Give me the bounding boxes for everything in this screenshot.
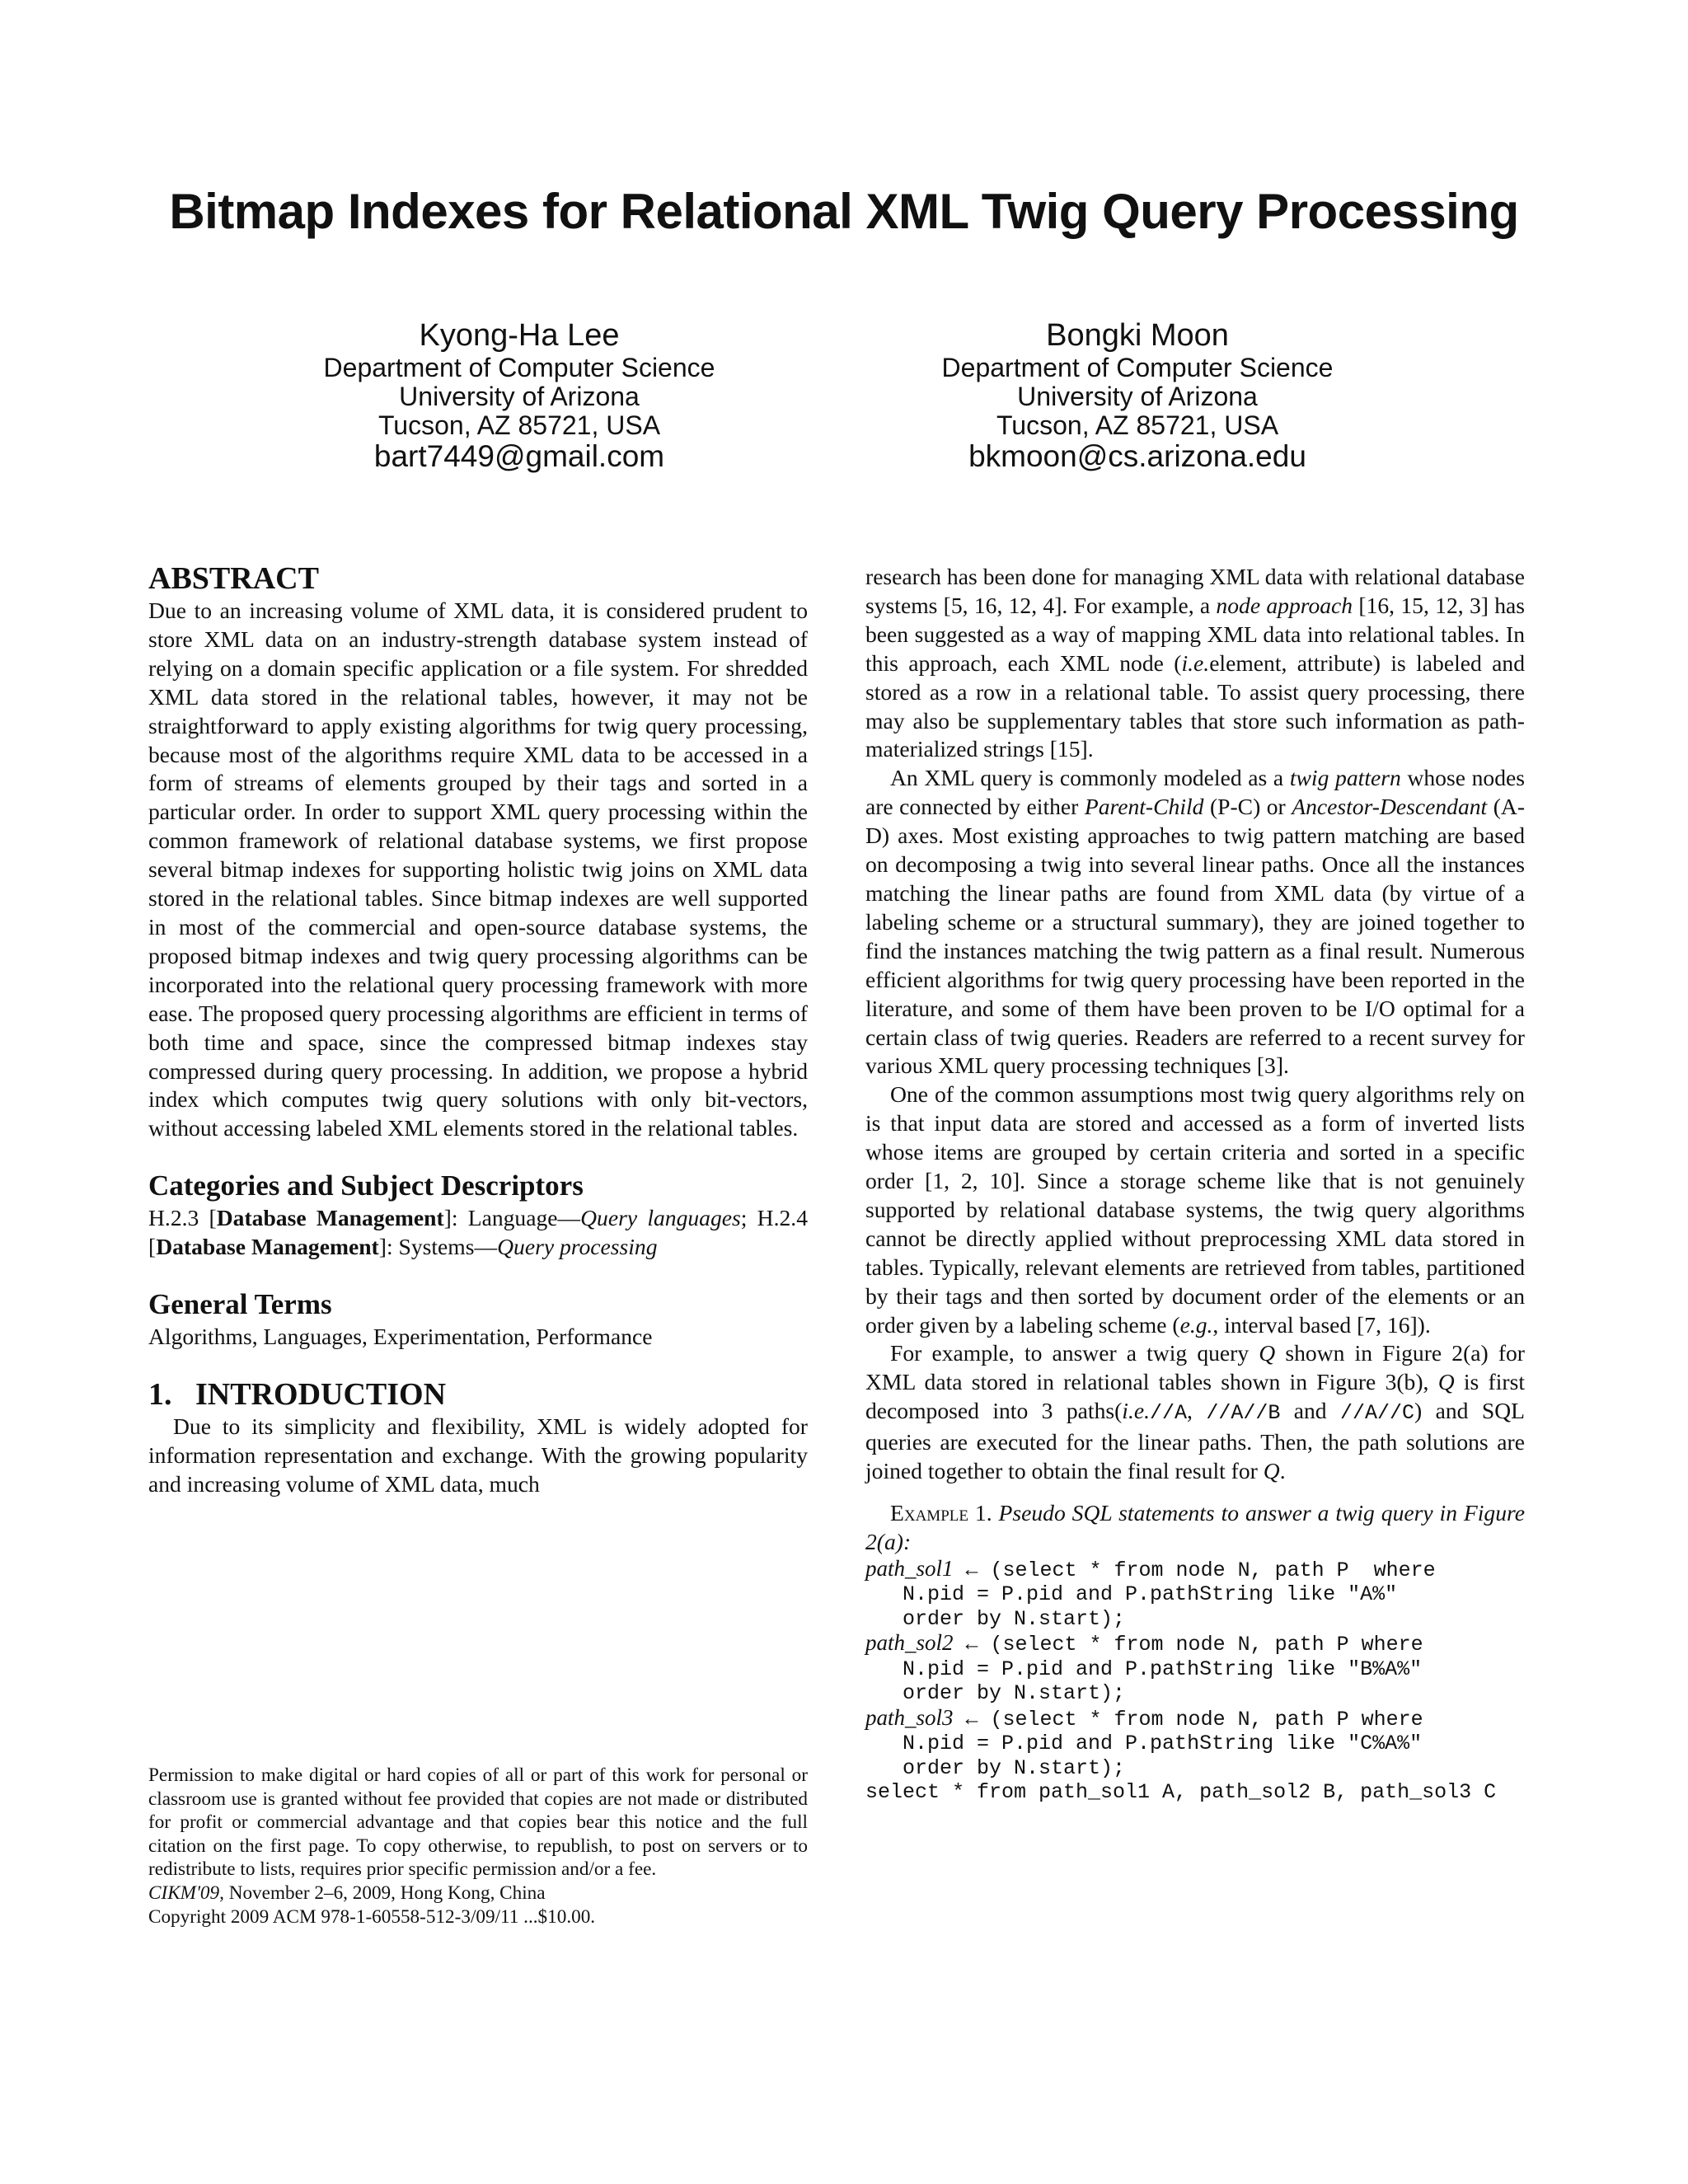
- sql-line: path_sol2 ← (select * from node N, path P where: [865, 1630, 1423, 1657]
- sql-line: order by N.start);: [865, 1606, 1126, 1631]
- right-column: [865, 563, 1525, 1805]
- sql-line: N.pid = P.pid and P.pathString like "A%": [865, 1582, 1398, 1607]
- categories-text: H.2.3 [Database Management]: Language—Query languages; H.2.4 [Database Management]: Systems—Query processing: [148, 1205, 808, 1260]
- permission-text: Permission to make digital or hard copies of all or part of this work for personal or classroom use is granted without fee provided that copies are not made or distributed for profit or commercial advantage and that copies bear this notice and the full citation on the first page. To copy otherwise, to republish, to post on servers or to redistribute to lists, requires prior specific permission and/or a fee.: [148, 1765, 808, 1881]
- sql-line: N.pid = P.pid and P.pathString like "C%A%": [865, 1732, 1423, 1756]
- general-terms-text: Algorithms, Languages, Experimentation, Performance: [148, 1324, 653, 1350]
- permission-footnote: [148, 1764, 808, 1929]
- author-email: bart7449@gmail.com: [373, 439, 665, 473]
- sql-line: path_sol3 ← (select * from node N, path P where: [865, 1704, 1423, 1732]
- author-address: Tucson, AZ 85721, USA: [377, 410, 661, 440]
- introduction-heading: 1. INTRODUCTION: [148, 1376, 447, 1412]
- sql-listing: [865, 1557, 1525, 1805]
- author-dept: Department of Computer Science: [941, 353, 1334, 382]
- categories-heading: Categories and Subject Descriptors: [148, 1169, 584, 1202]
- sql-line: order by N.start);: [865, 1681, 1126, 1706]
- sql-line: N.pid = P.pid and P.pathString like "B%A%": [865, 1657, 1423, 1681]
- sql-line: path_sol1 ← (select * from node N, path P where: [865, 1555, 1436, 1582]
- author-block-1: [206, 317, 832, 473]
- author-name: Kyong-Ha Lee: [419, 318, 620, 353]
- sql-line: order by N.start);: [865, 1755, 1126, 1780]
- left-column: [148, 560, 808, 1499]
- right-paragraph-4: For example, to answer a twig query Q shown in Figure 2(a) for XML data stored in relational tables shown in Figure 3(b), Q is first decomposed into 3 paths(i.e.//A, //A//B and //A//C) and SQL queries are executed for the linear paths. Then, the path solutions are joined together to obtain the final result for Q.: [865, 1340, 1526, 1484]
- general-terms-heading: General Terms: [148, 1288, 332, 1321]
- author-univ: University of Arizona: [399, 382, 640, 411]
- copyright-line: Copyright 2009 ACM 978-1-60558-512-3/09/11 ...$10.00.: [148, 1905, 596, 1928]
- author-address: Tucson, AZ 85721, USA: [996, 410, 1279, 440]
- right-paragraph-2: An XML query is commonly modeled as a twig pattern whose nodes are connected by either Parent-Child (P-C) or Ancestor-Descendant (A-D) axes. Most existing approaches to twig pattern matching are based on decomposing a twig into several linear paths. Once all the instances matching the linear paths are found from XML data (by virtue of a labeling scheme or a structural summary), they are joined together to find the instances matching the twig pattern as a final result. Numerous efficient algorithms for twig query processing have been reported in the literature, and some of them have been proven to be I/O optimal for a certain class of twig queries. Readers are referred to a recent survey for various XML query processing techniques [3].: [865, 765, 1526, 1079]
- author-univ: University of Arizona: [1017, 382, 1258, 411]
- abstract-text: Due to an increasing volume of XML data, it is considered prudent to store XML data on an industry-strength database system instead of relying on a domain specific application or a file system. For shredded XML data stored in the relational tables, however, it may not be straightforward to apply existing algorithms for twig query processing, because most of the algorithms require XML data to be accessed in a form of streams of elements grouped by their tags and sorted in a particular order. In order to support XML query processing within the common framework of relational database systems, we first propose several bitmap indexes for supporting holistic twig joins on XML data stored in the relational tables. Since bitmap indexes are well supported in most of the commercial and open-source database systems, the proposed bitmap indexes and twig query processing algorithms can be incorporated into the relational query processing framework with more ease. The proposed query processing algorithms are efficient in terms of both time and space, since the compressed bitmap indexes stay compressed during query processing. In addition, we propose a hybrid index which computes twig query solutions with only bit-vectors, without accessing labeled XML elements stored in the relational tables.: [148, 598, 808, 1141]
- right-paragraph-3: One of the common assumptions most twig query algorithms rely on is that input data are stored and accessed as a form of inverted lists whose items are grouped by certain criteria and sorted in a specific order [1, 2, 10]. Since a storage scheme like that is not genuinely supported by relational database systems, the twig query algorithms cannot be directly applied without preprocessing XML data stored in tables. Typically, relevant elements are retrieved from tables, partitioned by their tags and then sorted by document order of the elements or an order given by a labeling scheme (e.g., interval based [7, 16]).: [865, 1081, 1525, 1338]
- abstract-heading: ABSTRACT: [148, 561, 319, 596]
- intro-paragraph: Due to its simplicity and flexibility, XML is widely adopted for information representation and exchange. With the growing popularity and increasing volume of XML data, much: [148, 1413, 808, 1497]
- author-block-2: [824, 317, 1451, 473]
- paper-title: Bitmap Indexes for Relational XML Twig Query Processing: [169, 184, 1519, 239]
- right-paragraph-1: research has been done for managing XML data with relational database systems [5, 16, 12, 4]. For example, a node approach [16, 15, 12, 3] has been suggested as a way of mapping XML data into relational tables. In this approach, each XML node (i.e.element, attribute) is labeled and stored as a row in a relational table. To assist query processing, there may also be supplementary tables that store such information as path-materialized strings [15].: [865, 564, 1525, 762]
- author-dept: Department of Computer Science: [323, 353, 715, 382]
- sql-line: select * from path_sol1 A, path_sol2 B, path_sol3 C: [865, 1780, 1497, 1805]
- example-1: Example 1. Pseudo SQL statements to answer a twig query in Figure 2(a):: [865, 1500, 1525, 1554]
- author-name: Bongki Moon: [1046, 318, 1229, 353]
- venue-line: CIKM'09, November 2–6, 2009, Hong Kong, China: [148, 1882, 546, 1904]
- author-email: bkmoon@cs.arizona.edu: [968, 439, 1306, 473]
